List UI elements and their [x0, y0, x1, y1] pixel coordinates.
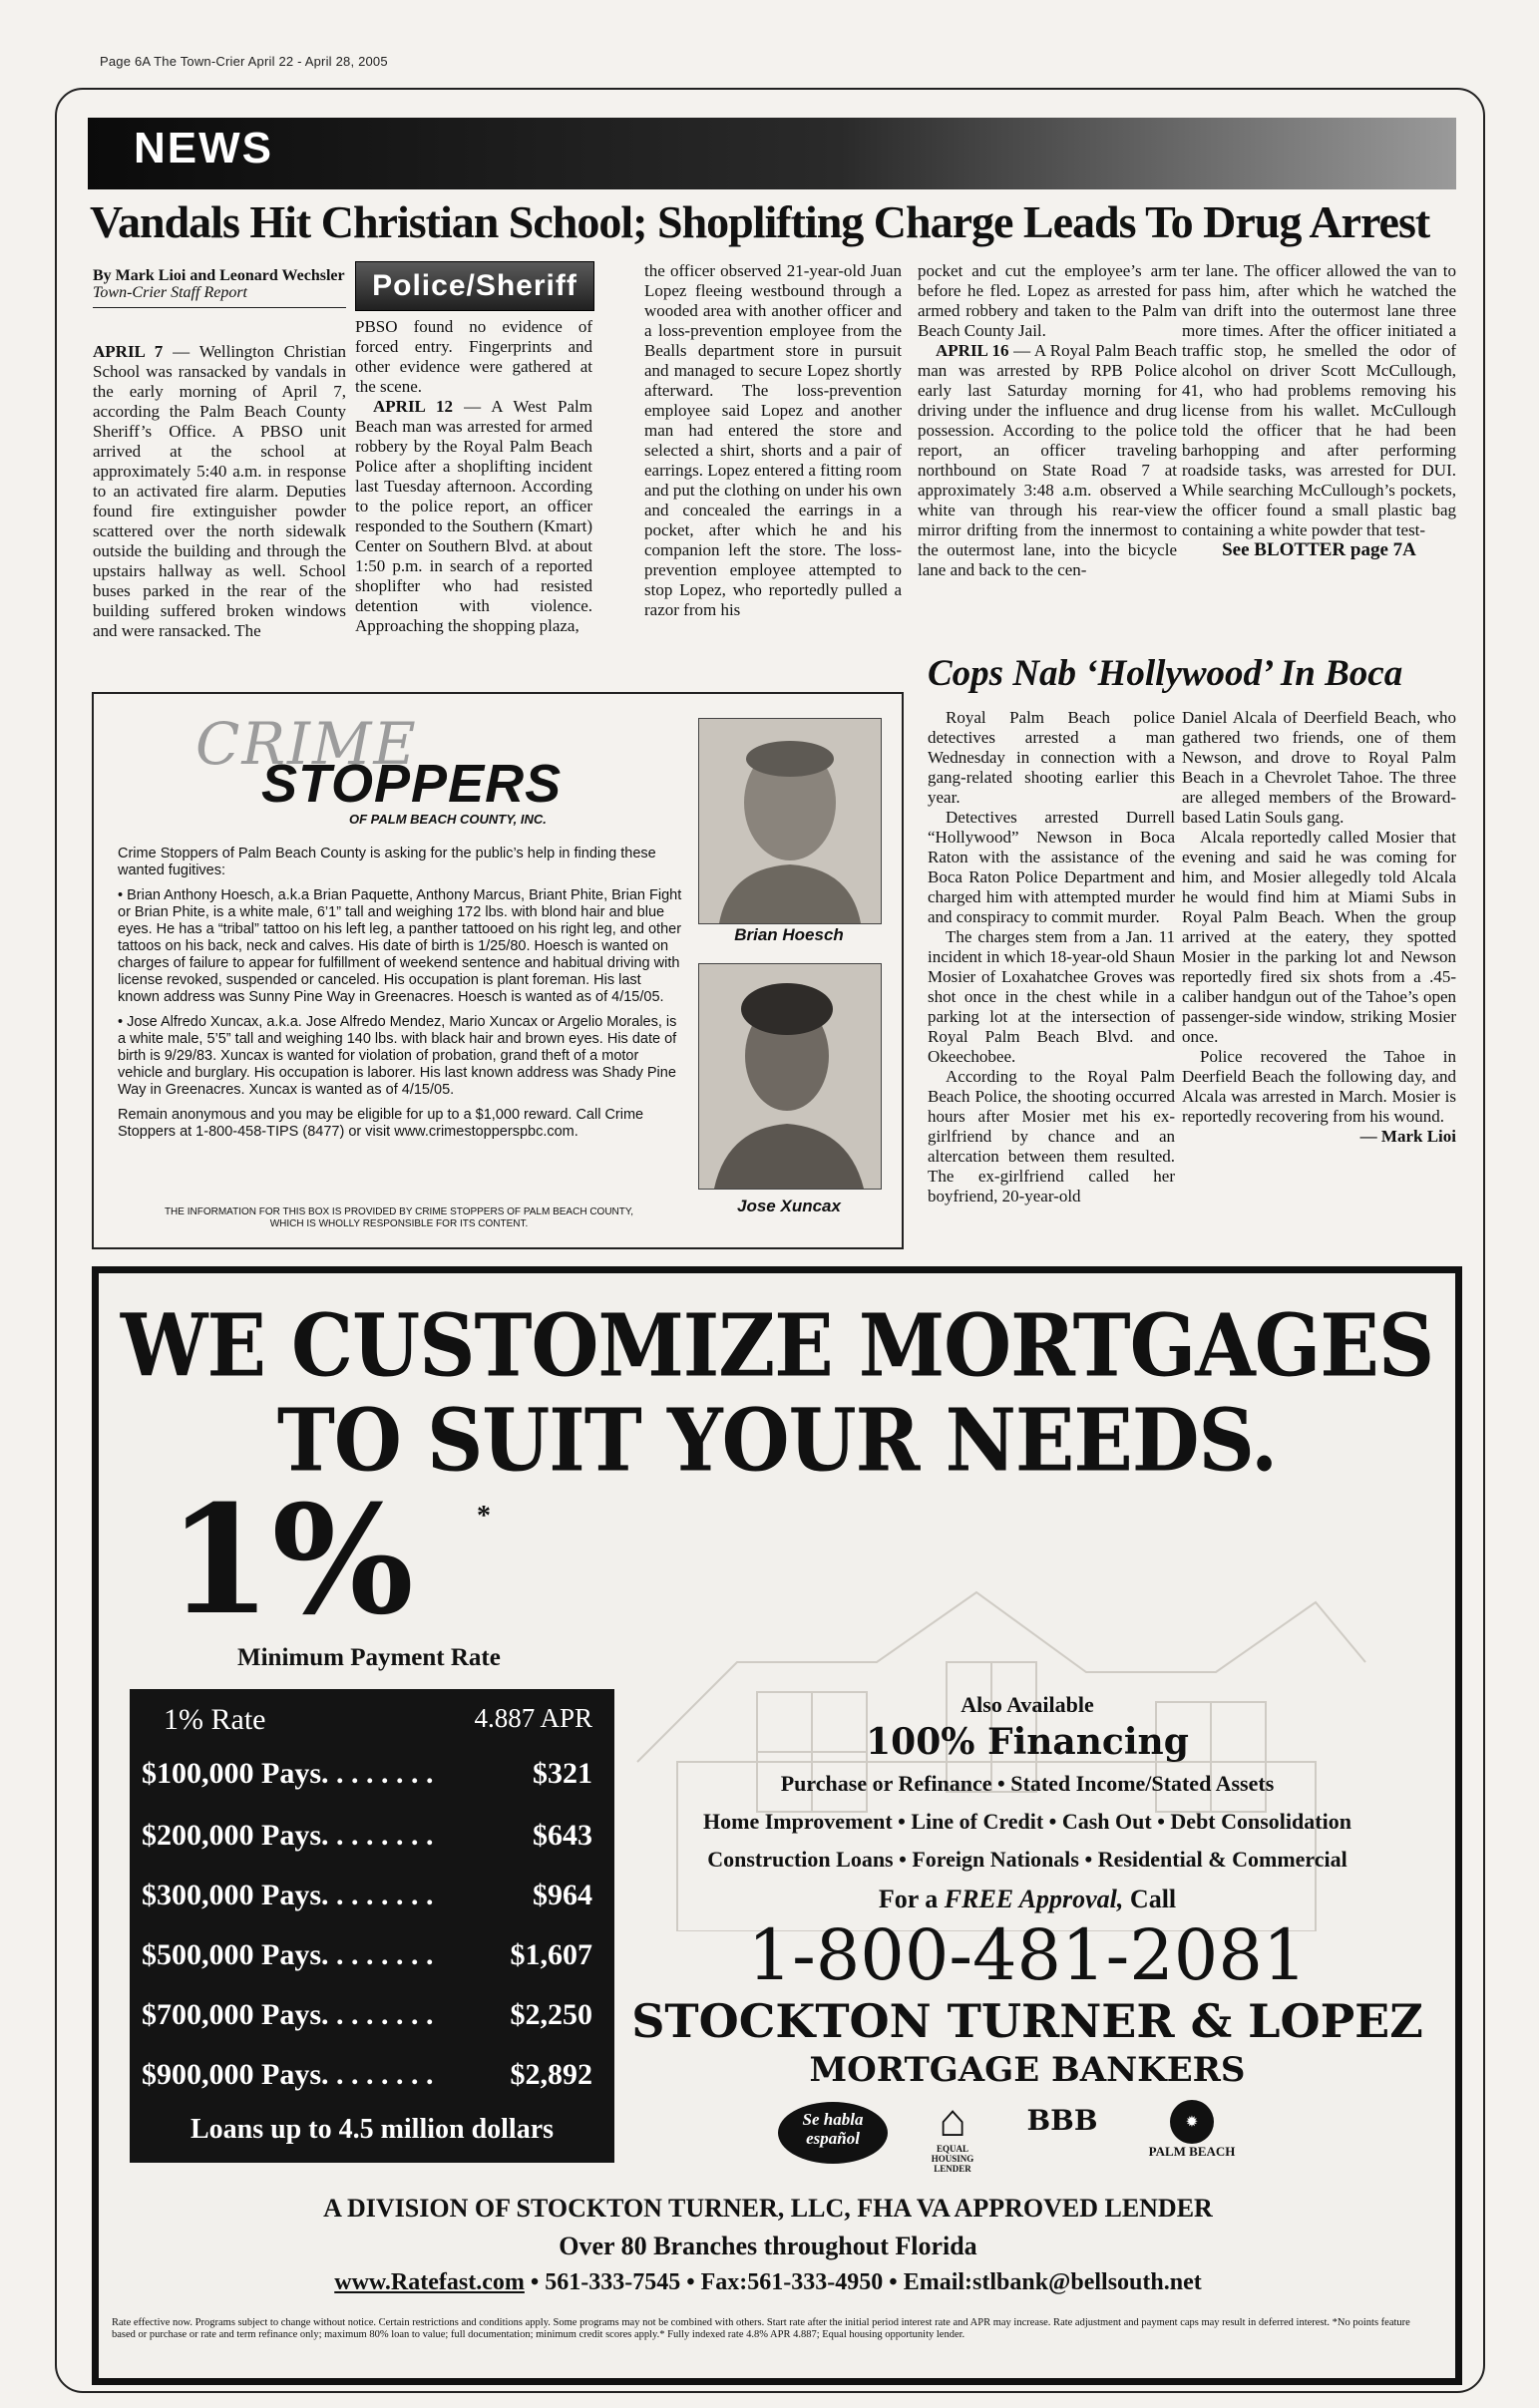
se-habla-espanol-logo: Se habla español — [778, 2102, 888, 2164]
rate-row-amount: $1,607 — [510, 1938, 592, 1971]
palm-beach-chamber-icon: ✹ PALM BEACH — [1137, 2100, 1247, 2160]
ad-free-approval — [628, 1885, 1426, 1914]
cs-item-hoesch: • Brian Anthony Hoesch, a.k.a Brian Paquette, Anthony Marcus, Briant Phite, Brian Fight or Brian Phite, is a white male, 6’1” tall and weighing 172 lbs. with blond hair and blue eyes. He has a “tribal” tattoo on his left leg, a panther tattooed on his right leg, and other tattoos on his back, neck and calves. His date of birth is 1/25/80. Hoesch is wanted on charges of failure to appear for fulfillment of weekend sentence and habitual driving with license revoked, suspended or canceled. His occupation is plant foreman. His last known address was Sunny Pine Way in Greenacres. Hoesch is wanted as of 4/15/05. — [118, 887, 682, 1005]
ad-minimum-payment: Minimum Payment Rate — [237, 1644, 501, 1671]
crimestoppers-logo-crime: CRIME — [195, 710, 418, 778]
rate-apr: 4.887 APR — [474, 1703, 592, 1733]
free-a: For a — [878, 1885, 945, 1913]
ad-company: STOCKTON TURNER & LOPEZ — [631, 1994, 1423, 2048]
cops-signoff: — Mark Lioi — [1359, 1127, 1456, 1146]
ad-bankers: MORTGAGE BANKERS — [809, 2050, 1246, 2090]
cops-headline: Cops Nab ‘Hollywood’ In Boca — [928, 653, 1403, 694]
rate-row — [142, 1757, 602, 1791]
free-b: FREE Approval, — [944, 1885, 1124, 1913]
rate-row — [142, 1938, 602, 1972]
rate-row-label: $500,000 Pays. . . . . . . . — [142, 1938, 434, 1971]
ad-headline-2: TO SUIT YOUR NEEDS. — [276, 1391, 1278, 1492]
crimestoppers-logo-stoppers: STOPPERS — [261, 754, 563, 814]
rate-row — [142, 2058, 602, 2092]
cs-item-xuncax: • Jose Alfredo Xuncax, a.k.a. Jose Alfredo Mendez, Mario Xuncax or Argelio Morales, is a white male, 5’5” tall and weighing 140 lbs. with black hair and brown eyes. His date of birth is 9/29/83. Xuncax is wanted for violation of probation, grand theft of a motor vehicle and burglary. His occupation is laborer. His last known address was Shady Pine Way in Greenacres. Xuncax is wanted as of 4/15/05. — [118, 1014, 677, 1098]
news-section-bar — [88, 118, 1456, 189]
ad-branches: Over 80 Branches throughout Florida — [559, 2232, 977, 2260]
portrait-icon — [699, 719, 881, 923]
rate-row-amount: $321 — [533, 1757, 592, 1790]
cops-right-p1: Daniel Alcala of Deerfield Beach, who gathered two friends, one of them Newson, and drove to Royal Palm Beach in a Chevrolet Tahoe. The three are alleged members of the Broward-based Latin Souls gang. — [1182, 708, 1456, 827]
col1-text: — Wellington Christian School was ransacked by vandals in the early morning of April 7, according the Palm Beach County Sheriff’s Office. A PBSO unit arrived at the school at approximately 5:40 a.m. in response to an activated fire alarm. Deputies found fire extinguisher powder scattered over the north sidewalk outside the building and through the upstairs hallway as well. School buses parked in the rear of the building suffered broken windows and were ransacked. The — [93, 342, 346, 640]
police-sheriff-badge: Police/Sheriff — [355, 261, 594, 311]
rate-label: 1% Rate — [164, 1703, 266, 1736]
col2-p1: PBSO found no evidence of forced entry. Fingerprints and other evidence were gathered at the scene. — [355, 317, 592, 396]
ad-website-link[interactable]: www.Ratefast.com — [334, 2269, 525, 2295]
cops-left-p1: Royal Palm Beach police detectives arrested a man Wednesday in connection with a gang-related shooting earlier this year. — [928, 708, 1175, 807]
col5-text: ter lane. The officer allowed the van to pass him, after which he watched the van drift into the outermost lane three more times. After the officer initiated a traffic stop, he smelled the odor of alcohol on driver Scott McCullough, 41, who had problems removing his license from his wallet. McCullough told the officer that he had been barhopping and after performing roadside tasks, was arrested for DUI. While searching McCullough’s pockets, the officer found a small plastic bag containing a white powder that test- — [1182, 261, 1456, 539]
equal-housing-icon: ⌂ EQUAL HOUSING LENDER — [931, 2095, 974, 2174]
rate-row-amount: $2,250 — [510, 1998, 592, 2031]
caption-brian-hoesch: Brian Hoesch — [734, 925, 844, 944]
crimestoppers-text — [118, 846, 686, 1149]
cs-call: Remain anonymous and you may be eligible for up to a $1,000 reward. Call Crime Stoppers at 1-800-458-TIPS (8477) or visit www.crimestopperspbc.com. — [118, 1107, 644, 1140]
rate-table — [130, 1689, 614, 2163]
ad-line-b: Home Improvement • Line of Credit • Cash Out • Debt Consolidation — [703, 1809, 1351, 1834]
byline-names: By Mark Lioi and Leonard Wechsler — [93, 267, 345, 284]
photo-jose-xuncax — [698, 963, 882, 1190]
rate-row-label: $300,000 Pays. . . . . . . . — [142, 1879, 434, 1911]
cops-left-p4: According to the Royal Palm Beach Police, the shooting occurred hours after Mosier met his ex-girlfriend by chance and an altercation between them resulted. The ex-girlfriend called her boyfriend, 20-year-old — [928, 1067, 1175, 1205]
headline: Vandals Hit Christian School; Shoplifting Charge Leads To Drug Arrest — [90, 196, 1430, 247]
cops-right-p2: Alcala reportedly called Mosier that evening and said he was coming for him, and Mosier allegedly told Alcala he would find him at Miami Subs in Royal Palm Beach. When the group arrived at the eatery, they spotted Mosier in the parking lot and Newson reportedly fired six shots from a .45-caliber handgun out of the Tahoe’s open passenger-side window, striking Mosier once. — [1182, 828, 1456, 1046]
portrait-icon — [699, 964, 881, 1189]
ad-rate-asterisk: * — [477, 1501, 491, 1532]
caption-jose-xuncax: Jose Xuncax — [737, 1197, 841, 1215]
crimestoppers-logo-sub: OF PALM BEACH COUNTY, INC. — [349, 812, 547, 827]
column-3 — [644, 261, 902, 620]
rate-row-amount: $2,892 — [510, 2058, 592, 2091]
col4-p2: — A Royal Palm Beach man was arrested by RPB Police early last Saturday morning for driving under the influence and drug possession. According to the police report, an officer traveling northbound on State Road 7 at approximately 3:48 a.m. observed a white van through his rear-view mirror drifting from the innermost to the outermost lane, into the bicycle lane and back to the cen- — [918, 341, 1177, 579]
ad-contact-info: • 561-333-7545 • Fax:561-333-4950 • Email:stlbank@bellsouth.net — [524, 2269, 1202, 2295]
byline — [93, 267, 346, 308]
ad-logos — [778, 2094, 1376, 2174]
cops-right-column — [1182, 708, 1456, 1147]
cops-left-column — [928, 708, 1175, 1206]
rate-row — [142, 1879, 602, 1912]
crimestoppers-disclaimer: THE INFORMATION FOR THIS BOX IS PROVIDED BY CRIME STOPPERS OF PALM BEACH COUNTY, WHICH IS WHOLLY RESPONSIBLE FOR ITS CONTENT. — [164, 1206, 634, 1229]
col4-dateline: APRIL 16 — [936, 341, 1009, 360]
ad-line-c: Construction Loans • Foreign Nationals • Residential & Commercial — [707, 1847, 1347, 1872]
ad-also-available: Also Available — [961, 1692, 1094, 1717]
rate-row-label: $200,000 Pays. . . . . . . . — [142, 1819, 434, 1852]
byline-role: Town-Crier Staff Report — [93, 284, 247, 301]
bbb-logo-icon: BBB — [1026, 2104, 1098, 2137]
rate-row — [142, 1998, 602, 2032]
col1-dateline: APRIL 7 — [93, 342, 164, 361]
see-blotter-link[interactable]: See BLOTTER page 7A — [1222, 539, 1416, 560]
ad-big-rate: 1% — [168, 1473, 414, 1648]
ad-division: A DIVISION OF STOCKTON TURNER, LLC, FHA VA APPROVED LENDER — [323, 2194, 1213, 2223]
cops-left-p2: Detectives arrested Durrell “Hollywood” Newson in Boca Raton with the assistance of the Boca Raton Police Department and charged him with attempted murder and conspiracy to commit murder. — [928, 808, 1175, 926]
rate-row — [142, 1819, 602, 1853]
rate-header — [142, 1703, 602, 1737]
rate-row-label: $900,000 Pays. . . . . . . . — [142, 2058, 434, 2091]
col2-dateline: APRIL 12 — [373, 397, 454, 416]
rate-row-amount: $964 — [533, 1879, 592, 1911]
rate-loans-up-to: Loans up to 4.5 million dollars — [190, 2114, 555, 2145]
column-2 — [355, 317, 592, 636]
ad-fine-print: Rate effective now. Programs subject to change without notice. Certain restrictions and conditions apply. Some programs may not be combined with others. Start rate after the initial period interest rate and APR may increase. Rate adjustment and payment caps may result in deferred interest. *No points feature based or purchase or rate and term refinance only; maximum 80% loan to value; full documentation; minimum credit scores apply.* Fully indexed rate 4.8% APR 4.887; Equal housing opportunity lender. — [112, 2317, 1410, 2340]
page-header: Page 6A The Town-Crier April 22 - April 28, 2005 — [100, 54, 388, 69]
column-5 — [1182, 261, 1456, 560]
section-label: NEWS — [134, 124, 273, 172]
rate-row-label: $700,000 Pays. . . . . . . . — [142, 1998, 434, 2031]
ad-line-a: Purchase or Refinance • Stated Income/Stated Assets — [780, 1771, 1275, 1796]
cs-intro: Crime Stoppers of Palm Beach County is asking for the public’s help in finding these wanted fugitives: — [118, 846, 656, 878]
cops-left-p3: The charges stem from a Jan. 11 incident in which 18-year-old Shaun Mosier of Loxahatchee Groves was shot once in the chest while in a parking lot at the intersection of Royal Palm Beach Blvd. and Okeechobee. — [928, 927, 1175, 1066]
column-1 — [93, 342, 346, 641]
photo-brian-hoesch — [698, 718, 882, 924]
rate-row-amount: $643 — [533, 1819, 592, 1852]
col4-p1: pocket and cut the employee’s arm before he fled. Lopez as arrested for armed robbery and taken to the Palm Beach County Jail. — [918, 261, 1177, 340]
rate-row-label: $100,000 Pays. . . . . . . . — [142, 1757, 434, 1790]
ad-phone[interactable]: 1-800-481-2081 — [747, 1914, 1308, 1996]
col3-text: the officer observed 21-year-old Juan Lopez fleeing westbound through a wooded area with another officer and a loss-prevention employee from the Bealls department store in pursuit and managed to secure Lopez shortly afterward. The loss-prevention employee said Lopez and another man had entered the store and selected a shirt, shorts and a pair of earrings. Lopez entered a fitting room and put the clothing on under his own and concealed the earrings in a pocket, after which he and his companion left the store. The loss-prevention employee attempted to stop Lopez, who reportedly pulled a razor from his — [644, 261, 902, 619]
ad-headline-1: WE CUSTOMIZE MORTGAGES — [120, 1296, 1434, 1397]
column-4 — [918, 261, 1177, 580]
col2-p2: — A West Palm Beach man was arrested for armed robbery by the Royal Palm Beach Police after a shoplifting incident last Tuesday afternoon. According to the police report, an officer responded to the Southern (Kmart) Center on Southern Blvd. at about 1:50 p.m. in search of a reported shoplifter who had resisted detention with violence. Approaching the shopping plaza, — [355, 397, 592, 635]
cops-right-p3: Police recovered the Tahoe in Deerfield Beach the following day, and Alcala was arrested in March. Mosier is reportedly recovering from his wound. — [1182, 1047, 1456, 1126]
ad-100-financing: 100% Financing — [866, 1721, 1189, 1763]
free-c: Call — [1123, 1885, 1177, 1913]
ad-contact — [110, 2269, 1426, 2296]
